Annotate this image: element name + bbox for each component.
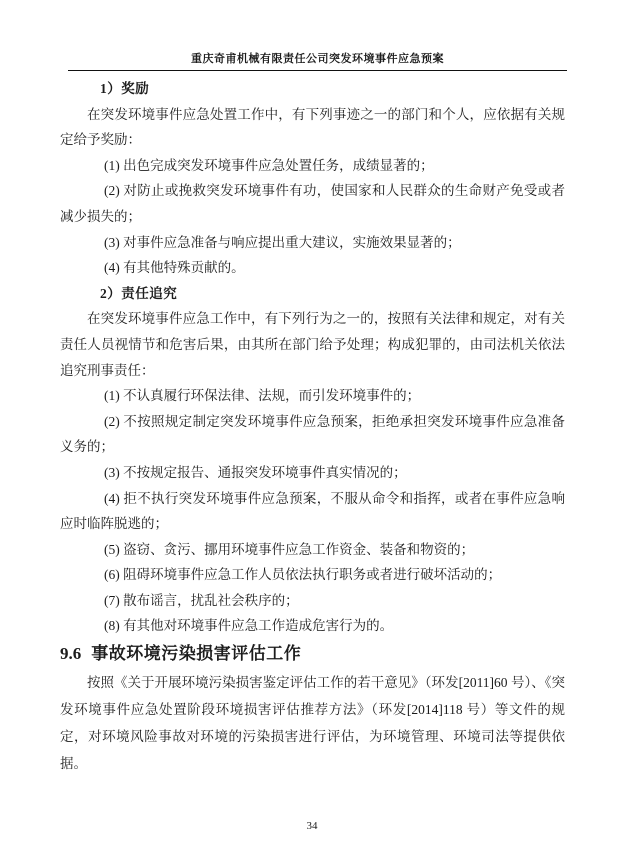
subsection-heading-accountability: 2）责任追究 — [100, 285, 178, 301]
list-item: (5) 盗窃、贪污、挪用环境事件应急工作资金、装备和物资的； — [104, 541, 475, 557]
list-item: (8) 有其他对环境事件应急工作造成危害行为的。 — [104, 618, 394, 634]
list-item: (1) 不认真履行环保法律、法规，而引发环境事件的； — [104, 388, 421, 404]
list-item: (2) 对防止或挽救突发环境事件有功，使国家和人民群众的生命财产免受或者减少损失的； — [60, 183, 565, 224]
header-title: 重庆奇甫机械有限责任公司突发环境事件应急预案 — [191, 53, 444, 65]
list-item: (6) 阻碍环境事件应急工作人员依法执行职务或者进行破坏活动的； — [104, 567, 502, 583]
list-item: (4) 拒不执行突发环境事件应急预案，不服从命令和指挥，或者在事件应急响应时临阵脱逃的； — [60, 490, 565, 532]
paragraph-assessment-body: 按照《关于开展环境污染损害鉴定评估工作的若干意见》（环发[2011]60 号）、《突发环境事件应急处置阶段环境损害评估推荐方法》（环发[2014]118 号）等文件的规定，对环境风险事故对环境的污染损害进行评估，为环境管理、环境司法等提供依据。 — [60, 675, 565, 772]
section-number: 9.6 — [60, 644, 82, 664]
list-item: (2) 不按照规定制定突发环境事件应急预案，拒绝承担突发环境事件应急准备义务的； — [60, 413, 565, 455]
page-header — [68, 50, 567, 71]
page-content — [60, 76, 565, 777]
subsection-heading-reward: 1）奖励 — [100, 81, 150, 96]
list-item: (7) 散布谣言，扰乱社会秩序的； — [104, 592, 299, 608]
paragraph-accountability-intro: 在突发环境事件应急工作中，有下列行为之一的，按照有关法律和规定，对有关责任人员视情节和危害后果，由其所在部门给予处理；构成犯罪的，由司法机关依法追究刑事责任： — [60, 311, 565, 378]
page-number: 34 — [306, 820, 318, 832]
list-item: (1) 出色完成突发环境事件应急处置任务，成绩显著的； — [104, 157, 434, 173]
list-item: (4) 有其他特殊贡献的。 — [104, 260, 245, 276]
paragraph-reward-intro: 在突发环境事件应急处置工作中，有下列事迹之一的部门和个人，应依据有关规定给予奖励： — [60, 106, 565, 148]
list-item: (3) 对事件应急准备与响应提出重大建议，实施效果显著的； — [104, 234, 461, 250]
list-item: (3) 不按规定报告、通报突发环境事件真实情况的； — [104, 464, 407, 480]
section-heading-9-6 — [60, 639, 565, 669]
section-title: 事故环境污染损害评估工作 — [91, 644, 302, 664]
